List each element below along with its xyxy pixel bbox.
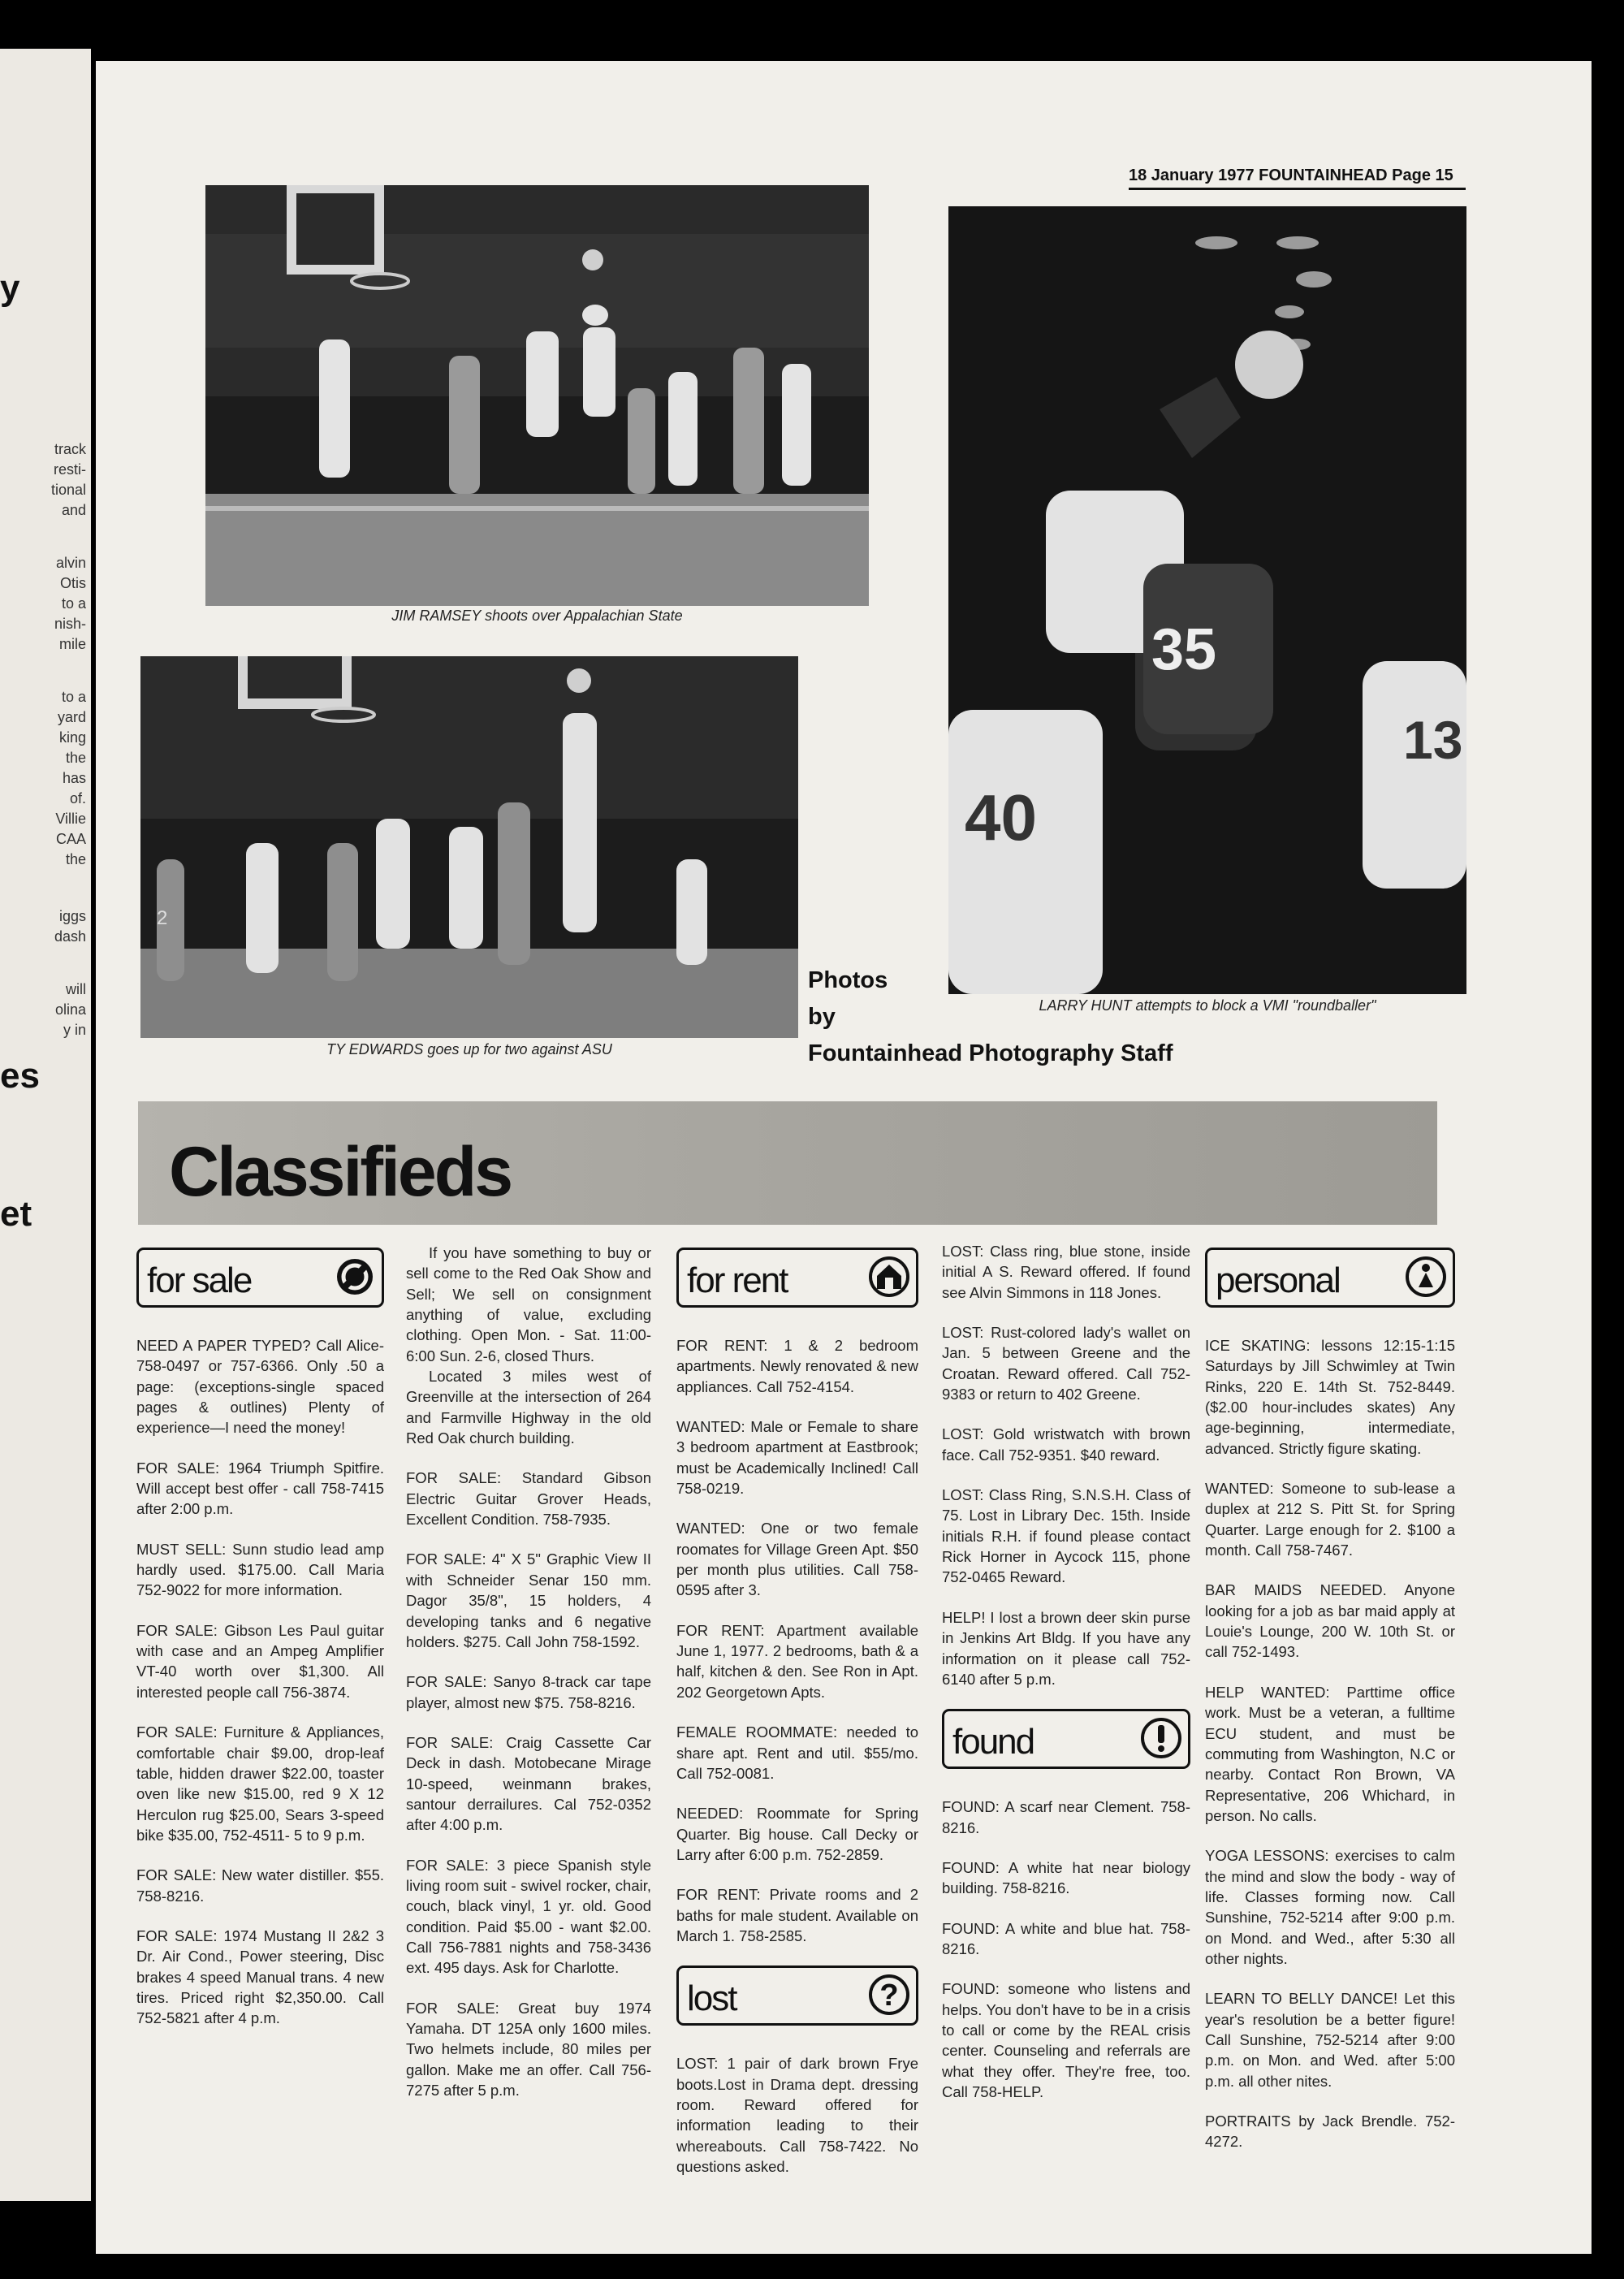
classified-ad: FOUND: A scarf near Clement. 758-8216. [942, 1798, 1190, 1836]
classified-ad: FOR SALE: New water distiller. $55. 758-8216. [136, 1866, 384, 1905]
personal-ads [1205, 1335, 1455, 2152]
column-lost-found [942, 1241, 1190, 2121]
column-personal [1205, 1248, 1455, 2172]
margin-fragment: Otis [59, 575, 86, 591]
basketball-photo-1 [205, 185, 869, 606]
jersey-number: 13 [1403, 710, 1463, 770]
lost-label: lost [687, 1978, 736, 2019]
classified-ad: LOST: Class ring, blue stone, inside initial A S. Reward offered. If found see Alvin Simmons in 118 Jones. [942, 1243, 1190, 1301]
classified-ad: ICE SKATING: lessons 12:15-1:15 Saturdays by Jill Schwimley at Twin Rinks, 220 E. 14th St. 752-8449. ($2.00 hour-includes skates) Any age-beginning, intermediate, advanced. Strictly figure skating. [1205, 1337, 1455, 1457]
margin-fragment: to a [61, 689, 86, 705]
classified-ad: HELP! I lost a brown deer skin purse in Jenkins Art Bldg. If you have any information on it please call 752-6140 after 5 p.m. [942, 1608, 1190, 1688]
for-rent-header [676, 1248, 918, 1308]
classified-ad: WANTED: One or two female roomates for Village Green Apt. $50 per month plus utilities. Call 758-0595 after 3. [676, 1520, 918, 1599]
lost-ads [676, 2053, 918, 2177]
margin-fragment: will [66, 981, 86, 997]
classified-ad: FOR SALE: 3 piece Spanish style living room suit - swivel rocker, chair, couch, black vinyl, 1 yr. old. Good condition. Paid $5.00 - want $2.00. Call 756-7881 nights and 758-3436 ext. 495 days. Ask for Charlotte. [406, 1856, 651, 1977]
classified-ad: FOR SALE: 1974 Mustang II 2&2 3 Dr. Air Cond., Power steering, Disc brakes 4 speed Manual trans. 4 new tires. Priced right $2,350.00. Call 752-5821 after 4 p.m. [136, 1927, 384, 2027]
margin-fragment: track [54, 441, 86, 457]
classified-ad: FOUND: someone who listens and helps. You don't have to be in a crisis to call or come by the REAL crisis center. Counseling and referrals are what they offer. They're free, too. Call 758-HELP. [942, 1980, 1190, 2100]
personal-header [1205, 1248, 1455, 1308]
margin-fragment: has [62, 770, 86, 786]
classified-ad: NEEDED: Roommate for Spring Quarter. Big house. Call Decky or Larry after 6:00 p.m. 752-2859. [676, 1805, 918, 1863]
photo-larry-hunt [948, 206, 1466, 994]
photo1-caption: JIM RAMSEY shoots over Appalachian State [391, 608, 683, 624]
margin-fragment: yard [57, 709, 86, 725]
photo2-caption: TY EDWARDS goes up for two against ASU [326, 1041, 612, 1057]
credit-line-2: by [808, 1003, 836, 1030]
classified-ad: LEARN TO BELLY DANCE! Let this year's resolution be a better figure! Call Sunshine, 752-5214 after 9:00 p.m. on Mon. and Wed. after 5:00 p.m. all other nites. [1205, 1990, 1455, 2090]
classified-ad: LOST: Class Ring, S.N.S.H. Class of 75. Lost in Library Dec. 15th. Inside initials R.H. if found please contact Rick Horner in Aycock 115, phone 752-0465 Reward. [942, 1486, 1190, 1586]
margin-fragment: and [61, 502, 86, 518]
svg-text:?: ? [879, 1978, 899, 2013]
tag-icon [335, 1256, 375, 1297]
margin-heading-fragment: es [0, 1056, 40, 1096]
lost-header [676, 1965, 918, 2026]
classified-ad: HELP WANTED: Parttime office work. Must be a veteran, a fulltime ECU student, and must be commuting from Washington, N.C or nearby. Contact Ron Brown, VA Representative, 206 Whichard, in person. No calls. [1205, 1683, 1455, 1824]
page-header: 18 January 1977 FOUNTAINHEAD Page 15 [1129, 166, 1466, 190]
margin-fragment: iggs [58, 908, 86, 924]
margin-fragment: king [58, 729, 86, 746]
margin-fragment: nish- [54, 616, 86, 632]
classified-ad: WANTED: Someone to sub-lease a duplex at 212 S. Pitt St. for Spring Quarter. Large enough for 2. $100 a month. Call 758-7467. [1205, 1480, 1455, 1559]
classified-ad: WANTED: Male or Female to share 3 bedroom apartment at Eastbrook; must be Academically Inclined! Call 758-0219. [676, 1418, 918, 1498]
classified-ad: FOR RENT: Apartment available June 1, 1977. 2 bedrooms, bath & a half, kitchen & den. See Ron in Apt. 202 Georgetown Apts. [676, 1621, 918, 1701]
house-icon [869, 1256, 909, 1297]
exclamation-icon [1141, 1718, 1181, 1758]
margin-fragment: y in [63, 1022, 86, 1038]
for-sale-label: for sale [147, 1261, 252, 1300]
for-sale-ads-2 [406, 1468, 651, 2100]
margin-fragment: alvin [55, 555, 86, 571]
for-rent-ads [676, 1335, 918, 1946]
photo3-caption: LARRY HUNT attempts to block a VMI "roundballer" [1039, 997, 1376, 1014]
for-sale-header [136, 1248, 384, 1308]
classified-ad: FOR SALE: Craig Cassette Car Deck in dash. Motobecane Mirage 10-speed, weinmann brakes, santour derrailures. Cal 752-0352 after 4:00 p.m. [406, 1733, 651, 1834]
personal-label: personal [1216, 1261, 1340, 1300]
margin-heading-fragment: et [0, 1194, 32, 1234]
credit-line-1: Photos [808, 967, 888, 993]
classified-ad: PORTRAITS by Jack Brendle. 752-4272. [1205, 2113, 1455, 2151]
margin-fragment: olina [54, 1001, 86, 1018]
classified-ad: FOR RENT: Private rooms and 2 baths for male student. Available on March 1. 758-2585. [676, 1886, 918, 1944]
classified-ad: FOR SALE: Great buy 1974 Yamaha. DT 125A only 1600 miles. Two helmets include, 80 miles per gallon. Make me an offer. Call 756-7275 after 5 p.m. [406, 1999, 651, 2100]
classified-ad: FOUND: A white hat near biology building. 758-8216. [942, 1858, 1190, 1897]
column-for-sale-continued [406, 1243, 651, 2120]
person-icon [1406, 1256, 1446, 1297]
classified-ad: LOST: Rust-colored lady's wallet on Jan. 5 between Greene and the Croatan. Reward offered. Call 752-9383 or return to 402 Greene. [942, 1324, 1190, 1403]
photo-ty-edwards [140, 656, 798, 1038]
margin-fragment: Villie [55, 811, 86, 827]
jersey-number: 2 [157, 907, 168, 929]
classifieds-title: Classifieds [169, 1133, 512, 1211]
found-header [942, 1709, 1190, 1769]
red-oak-intro: If you have something to buy or sell come to the Red Oak Show and Sell; We sell on consignment anything of value, excluding clothing. Open Mon. - Sat. 11:00-6:00 Sun. 2-6, closed Thurs. [406, 1244, 651, 1364]
margin-fragment: dash [54, 928, 86, 945]
lost-ads-2 [942, 1241, 1190, 1689]
margin-fragment: mile [58, 636, 86, 652]
classified-ad: LOST: Gold wristwatch with brown face. Call 752-9351. $40 reward. [942, 1425, 1190, 1464]
margin-fragment: CAA [55, 831, 86, 847]
classified-ad: FOR SALE: Standard Gibson Electric Guitar Grover Heads, Excellent Condition. 758-7935. [406, 1469, 651, 1529]
found-ads [942, 1797, 1190, 2102]
classified-ad: YOGA LESSONS: exercises to calm the mind and slow the body - way of life. Classes forming now. Call Sunshine, 752-5214 after 9:00 p.m. on Mond. and Wed., after 5:30 all other nights. [1205, 1847, 1455, 1967]
previous-page-edge [0, 49, 91, 2201]
for-sale-ads [136, 1335, 384, 2029]
classified-ad: NEED A PAPER TYPED? Call Alice-758-0497 or 757-6366. Only .50 a page: (exceptions-single spaced pages & outlines) Plenty of experience—I need the money! [136, 1337, 384, 1437]
photo-jim-ramsey [205, 185, 869, 606]
classified-ad: FOR RENT: 1 & 2 bedroom apartments. Newly renovated & new appliances. Call 752-4154. [676, 1337, 918, 1395]
classified-ad: FOR SALE: 4" X 5" Graphic View II with Schneider Senar 150 mm. Dagor 35/8", 15 holders, 4 developing tanks and 6 negative holders. $275. Call John 758-1592. [406, 1550, 651, 1650]
margin-fragment: to a [61, 595, 86, 612]
for-rent-label: for rent [687, 1261, 788, 1300]
credit-line-3: Fountainhead Photography Staff [808, 1040, 1173, 1066]
classified-ad: FOUND: A white and blue hat. 758-8216. [942, 1919, 1190, 1957]
classified-ad: BAR MAIDS NEEDED. Anyone looking for a job as bar maid apply at Louie's Lounge, 200 W. 10th St. or call 752-1493. [1205, 1581, 1455, 1661]
margin-fragment: the [65, 750, 86, 766]
basketball-photo-2 [140, 656, 798, 1038]
margin-fragment: tional [50, 482, 86, 498]
question-mark-icon [869, 1974, 909, 2015]
classified-ad: MUST SELL: Sunn studio lead amp hardly used. $175.00. Call Maria 752-9022 for more information. [136, 1540, 384, 1599]
classified-ad: LOST: 1 pair of dark brown Frye boots.Lost in Drama dept. dressing room. Reward offered for information leading to their whereabouts. Call 758-7422. No questions asked. [676, 2055, 918, 2175]
basketball-photo-3 [948, 206, 1466, 994]
photo-credit [808, 962, 1173, 1072]
margin-fragment: resti- [54, 461, 86, 478]
jersey-number: 35 [1151, 617, 1217, 682]
classified-ad: FEMALE ROOMMATE: needed to share apt. Rent and util. $55/mo. Call 752-0081. [676, 1723, 918, 1782]
margin-heading-fragment: y [0, 268, 20, 308]
classified-ad: FOR SALE: Sanyo 8-track car tape player, almost new $75. 758-8216. [406, 1673, 651, 1711]
classifieds-banner [138, 1101, 1437, 1225]
column-for-sale [136, 1248, 384, 2048]
classified-ad: FOR SALE: Furniture & Appliances, comfortable chair $9.00, drop-leaf table, hidden drawer $22.00, toaster oven like new $15.00, red 9 X 12 Herculon rug $25.00, Sears 3-speed bike $35.00, 752-4511- 5 to 9 p.m. [136, 1723, 384, 1844]
classified-ad: FOR SALE: Gibson Les Paul guitar with case and an Ampeg Amplifier VT-40 worth over $1,300. All interested people call 756-3874. [136, 1621, 384, 1701]
margin-fragment: of. [69, 790, 86, 807]
found-label: found [952, 1722, 1034, 1762]
jersey-number: 40 [965, 781, 1037, 854]
margin-fragment: the [65, 851, 86, 867]
column-for-rent [676, 1248, 918, 2196]
red-oak-location: Located 3 miles west of Greenville at the intersection of 264 and Farmville Highway in the old Red Oak church building. [406, 1368, 651, 1447]
classified-ad: FOR SALE: 1964 Triumph Spitfire. Will accept best offer - call 758-7415 after 2:00 p.m. [136, 1459, 384, 1518]
